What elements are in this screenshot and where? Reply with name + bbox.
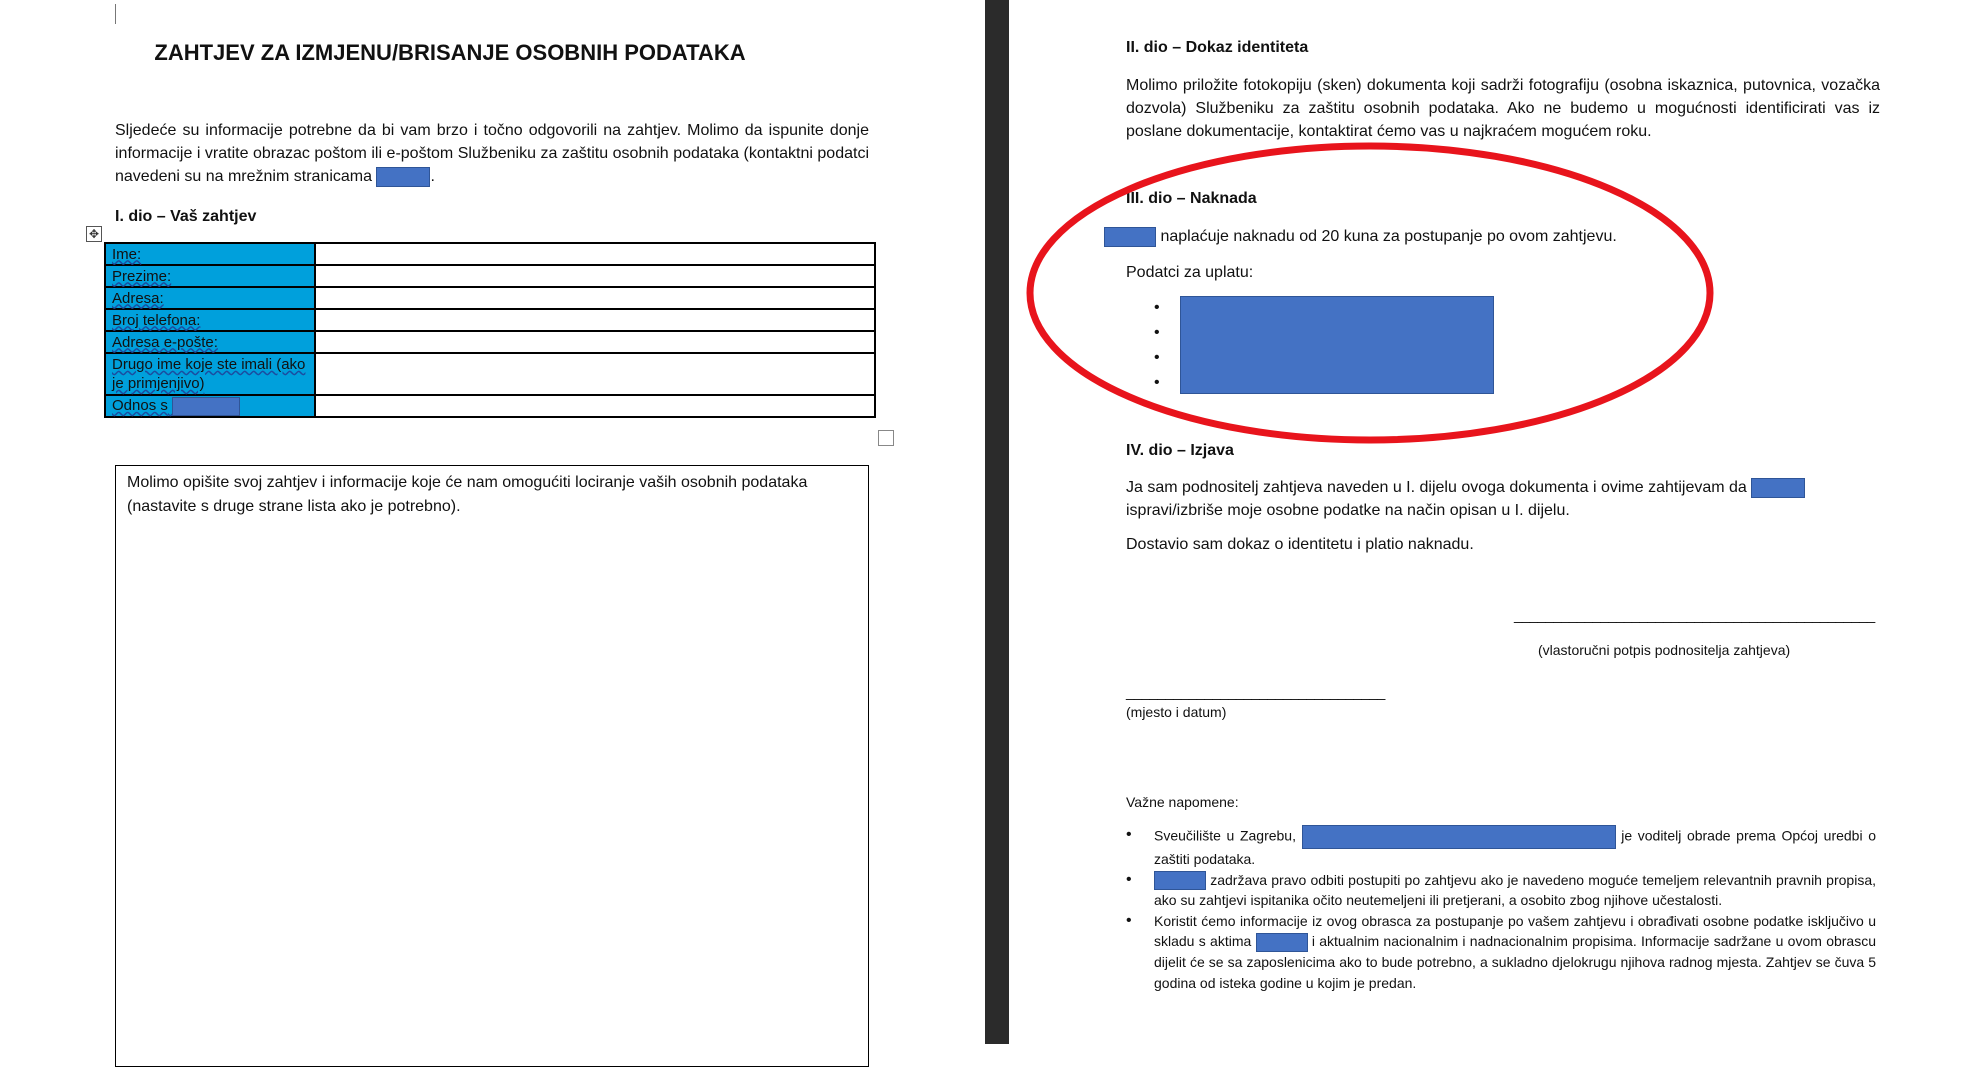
intro-text: Sljedeće su informacije potrebne da bi vam brzo i točno odgovorili na zahtjev. Molimo da ispunite donje informacije i vratite obrazac poštom ili e-poštom Službeniku za zaštitu osobnih podataka (kontaktni podatci navedeni su na mrežnim stranicama: [115, 122, 869, 185]
field-label-phone: Broj telefona:: [105, 309, 315, 331]
note2-text: zadržava pravo odbiti postupiti po zahtjevu ako je navedeno moguće temeljem relevantnih pravnih propisa, ako su zahtjevi ispitanika očito neutemeljeni ili pretjerani, a osobito zbog njihove učestalosti.: [1154, 871, 1876, 909]
field-label-address: Adresa:: [105, 287, 315, 309]
declaration-paragraph: [1126, 476, 1896, 522]
list-item: •: [1154, 349, 1160, 366]
place-date-caption: (mjesto i datum): [1126, 704, 1227, 720]
list-item: [1126, 825, 1876, 870]
field-input-relationship[interactable]: [315, 395, 875, 417]
intro-paragraph: [115, 119, 869, 188]
document-title: ZAHTJEV ZA IZMJENU/BRISANJE OSOBNIH PODATAKA: [154, 40, 746, 65]
list-item: •: [1154, 299, 1160, 316]
redacted-institution: [1154, 871, 1206, 890]
personal-data-table: [104, 242, 876, 418]
table-row: [105, 353, 875, 395]
field-input-name[interactable]: [315, 243, 875, 265]
request-description-box[interactable]: [115, 465, 869, 1067]
intro-end: .: [430, 168, 435, 185]
signature-line: ______________________________________________: [1514, 607, 1875, 624]
field-label-relationship: [105, 395, 315, 417]
table-resize-handle[interactable]: [878, 430, 894, 446]
fee-text: naplaćuje naknadu od 20 kuna za postupanje po ovom zahtjevu.: [1160, 228, 1617, 245]
red-highlight-ellipse: [1024, 140, 1716, 446]
table-row: [105, 331, 875, 353]
request-description-prompt: Molimo opišite svoj zahtjev i informacije koje će nam omogućiti lociranje vaših osobnih podataka (nastavite s druge strane lista ako je potrebno).: [127, 474, 808, 515]
signature-caption: (vlastoručni potpis podnositelja zahtjeva): [1538, 642, 1791, 658]
list-item: [1126, 911, 1876, 993]
notes-heading: Važne napomene:: [1126, 794, 1239, 810]
redacted-institution: [172, 397, 240, 416]
place-date-line: _________________________________: [1126, 684, 1385, 701]
field-label-other-name: Drugo ime koje ste imali (ako je primjenjivo): [105, 353, 315, 395]
redacted-institution: [1751, 478, 1805, 498]
note1-text-b: je voditelj obrade prema Općoj uredbi o zaštiti podataka.: [1154, 827, 1876, 867]
list-item: •: [1154, 324, 1160, 341]
field-input-surname[interactable]: [315, 265, 875, 287]
page-divider: [985, 0, 1009, 1044]
section3-heading: III. dio – Naknada: [1126, 190, 1257, 207]
note1-text-a: Sveučilište u Zagrebu,: [1154, 827, 1296, 844]
table-move-handle-icon[interactable]: ✥: [86, 226, 102, 242]
table-row: [105, 287, 875, 309]
field-input-phone[interactable]: [315, 309, 875, 331]
text-cursor: [115, 4, 116, 24]
field-label-name: Ime:: [105, 243, 315, 265]
field-label-email: Adresa e-pošte:: [105, 331, 315, 353]
relationship-label-text: Odnos s: [112, 397, 168, 415]
list-item: [1126, 870, 1876, 911]
table-row: [105, 243, 875, 265]
field-input-other-name[interactable]: [315, 353, 875, 395]
table-row: [105, 309, 875, 331]
redacted-institution: [1256, 933, 1308, 952]
section1-heading: I. dio – Vaš zahtjev: [115, 208, 257, 225]
payment-label: Podatci za uplatu:: [1126, 264, 1254, 281]
field-input-email[interactable]: [315, 331, 875, 353]
section4-heading: IV. dio – Izjava: [1126, 442, 1234, 459]
section2-heading: II. dio – Dokaz identiteta: [1126, 39, 1309, 56]
table-row: [105, 395, 875, 417]
note3-text-b: i aktualnim nacionalnim i nadnacionalnim propisima. Informacije sadržane u ovom obrascu dijelit će se sa zaposlenicima ako to bude potrebno, a sukladno djelokrugu njihova radnog mjesta. Zahtjev se čuva 5 godina od isteka godine u kojim je predan.: [1154, 933, 1877, 991]
redacted-faculty-name: [1302, 825, 1616, 849]
identity-proof-text: Molimo priložite fotokopiju (sken) dokumenta koji sadrži fotografiju (osobna iskaznica, putovnica, vozačka dozvola) Službeniku za zaštitu osobnih podataka. Ako ne budemo u mogućnosti identificirati vas iz poslane dokumentacije, kontaktirat ćemo vas u najkraćem mogućem roku.: [1126, 77, 1880, 140]
declaration-text-1b: ispravi/izbriše moje osobne podatke na način opisan u I. dijelu.: [1126, 502, 1570, 519]
redacted-website: [376, 167, 430, 187]
table-row: [105, 265, 875, 287]
declaration-text-2: Dostavio sam dokaz o identitetu i platio naknadu.: [1126, 536, 1474, 553]
field-input-address[interactable]: [315, 287, 875, 309]
note3-text-a: Koristit ćemo informacije iz ovog obrasca za postupanje po vašem zahtjevu i obrađivati osobne podatke isključivo u skladu s aktima: [1154, 912, 1876, 950]
field-label-surname: Prezime:: [105, 265, 315, 287]
important-notes-list: [1126, 825, 1876, 993]
declaration-text-1: Ja sam podnositelj zahtjeva naveden u I. dijelu ovoga dokumenta i ovime zahtijevam da: [1126, 479, 1747, 496]
declaration-line-1: [1126, 476, 1896, 499]
list-item: •: [1154, 374, 1160, 391]
